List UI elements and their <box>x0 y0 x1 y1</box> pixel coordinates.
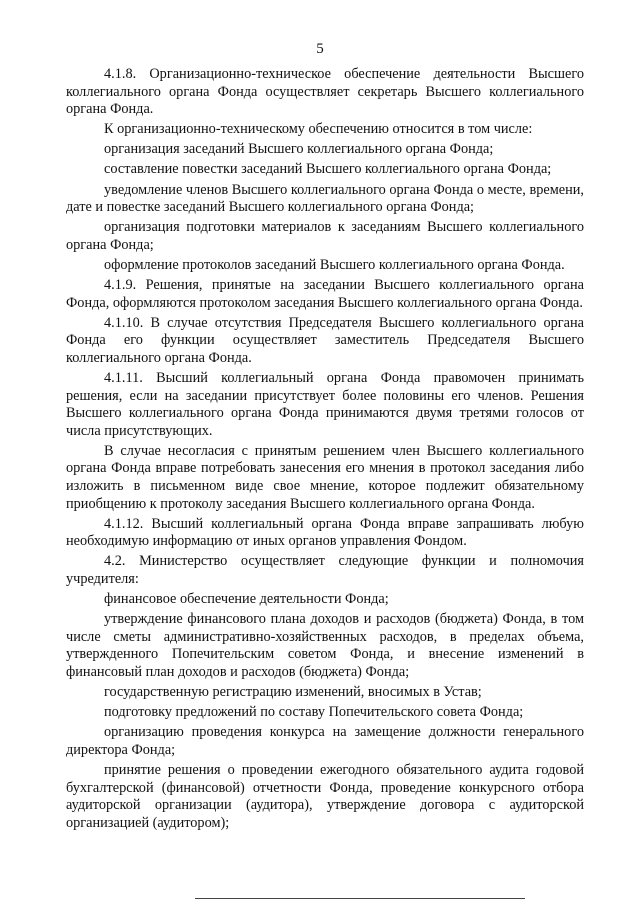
paragraph-4-1-10: 4.1.10. В случае отсутствия Председателя Высшего коллегиального органа Фонда его функции осуществляет заместитель Председателя Высшего коллегиального органа Фонда. <box>66 314 584 366</box>
list-item-agenda: составление повестки заседаний Высшего коллегиального органа Фонда; <box>104 161 552 178</box>
list-item-financing: финансовое обеспечение деятельности Фонда; <box>104 591 389 608</box>
paragraph-4-2: 4.2. Министерство осуществляет следующие функции и полномочия учредителя: <box>66 553 584 588</box>
bottom-divider <box>195 898 525 899</box>
page-number: 5 <box>316 41 324 57</box>
list-item-board-proposals: подготовку предложений по составу Попечительского совета Фонда; <box>104 704 524 721</box>
document-body <box>66 66 584 835</box>
list-item-director-contest: организацию проведения конкурса на замещение должности генерального директора Фонда; <box>66 724 584 758</box>
paragraph-support-intro: К организационно-техническому обеспечению относится в том числе: <box>104 121 533 138</box>
list-item-meetings: организация заседаний Высшего коллегиального органа Фонда; <box>104 141 494 158</box>
paragraph-4-1-8: 4.1.8. Организационно-техническое обеспечение деятельности Высшего коллегиального органа Фонда осуществляет секретарь Высшего коллегиального органа Фонда. <box>66 66 584 118</box>
paragraph-4-1-9: 4.1.9. Решения, принятые на заседании Высшего коллегиального органа Фонда, оформляются протоколом заседания Высшего коллегиального органа Фонда. <box>66 277 584 311</box>
list-item-notification: уведомление членов Высшего коллегиального органа Фонда о месте, времени, дате и повестке заседаний Высшего коллегиального органа Фонда; <box>66 181 584 216</box>
list-item-financial-plan: утверждение финансового плана доходов и расходов (бюджета) Фонда, в том числе сметы административно-хозяйственных расходов, в пределах объема, утвержденного Попечительским советом Фонда, и внесение изменений в финансовый план доходов и расходов (бюджета) Фонда; <box>66 611 584 680</box>
list-item-audit: принятие решения о проведении ежегодного обязательного аудита годовой бухгалтерской (финансовой) отчетности Фонда, проведение конкурсного отбора аудиторской организации (аудитора), утверждение договора с аудиторской организацией (аудитором); <box>66 761 584 831</box>
list-item-registration: государственную регистрацию изменений, вносимых в Устав; <box>104 684 482 701</box>
list-item-materials: организация подготовки материалов к заседаниям Высшего коллегиального органа Фонда; <box>66 219 584 253</box>
paragraph-disagreement: В случае несогласия с принятым решением член Высшего коллегиального органа Фонда вправе потребовать занесения его мнения в протокол заседания либо изложить в письменном виде свое мнение, которое подлежит обязательному приобщению к протоколу заседания Высшего коллегиального органа Фонда. <box>66 442 584 512</box>
list-item-protocols: оформление протоколов заседаний Высшего коллегиального органа Фонда. <box>104 256 565 273</box>
paragraph-4-1-11: 4.1.11. Высший коллегиальный органа Фонда правомочен принимать решения, если на заседании присутствует более половины его членов. Решения Высшего коллегиального органа Фонда принимаются двумя третями голосов от числа присутствующих. <box>66 370 584 439</box>
paragraph-4-1-12: 4.1.12. Высший коллегиальный органа Фонда вправе запрашивать любую необходимую информацию от иных органов управления Фондом. <box>66 515 584 550</box>
